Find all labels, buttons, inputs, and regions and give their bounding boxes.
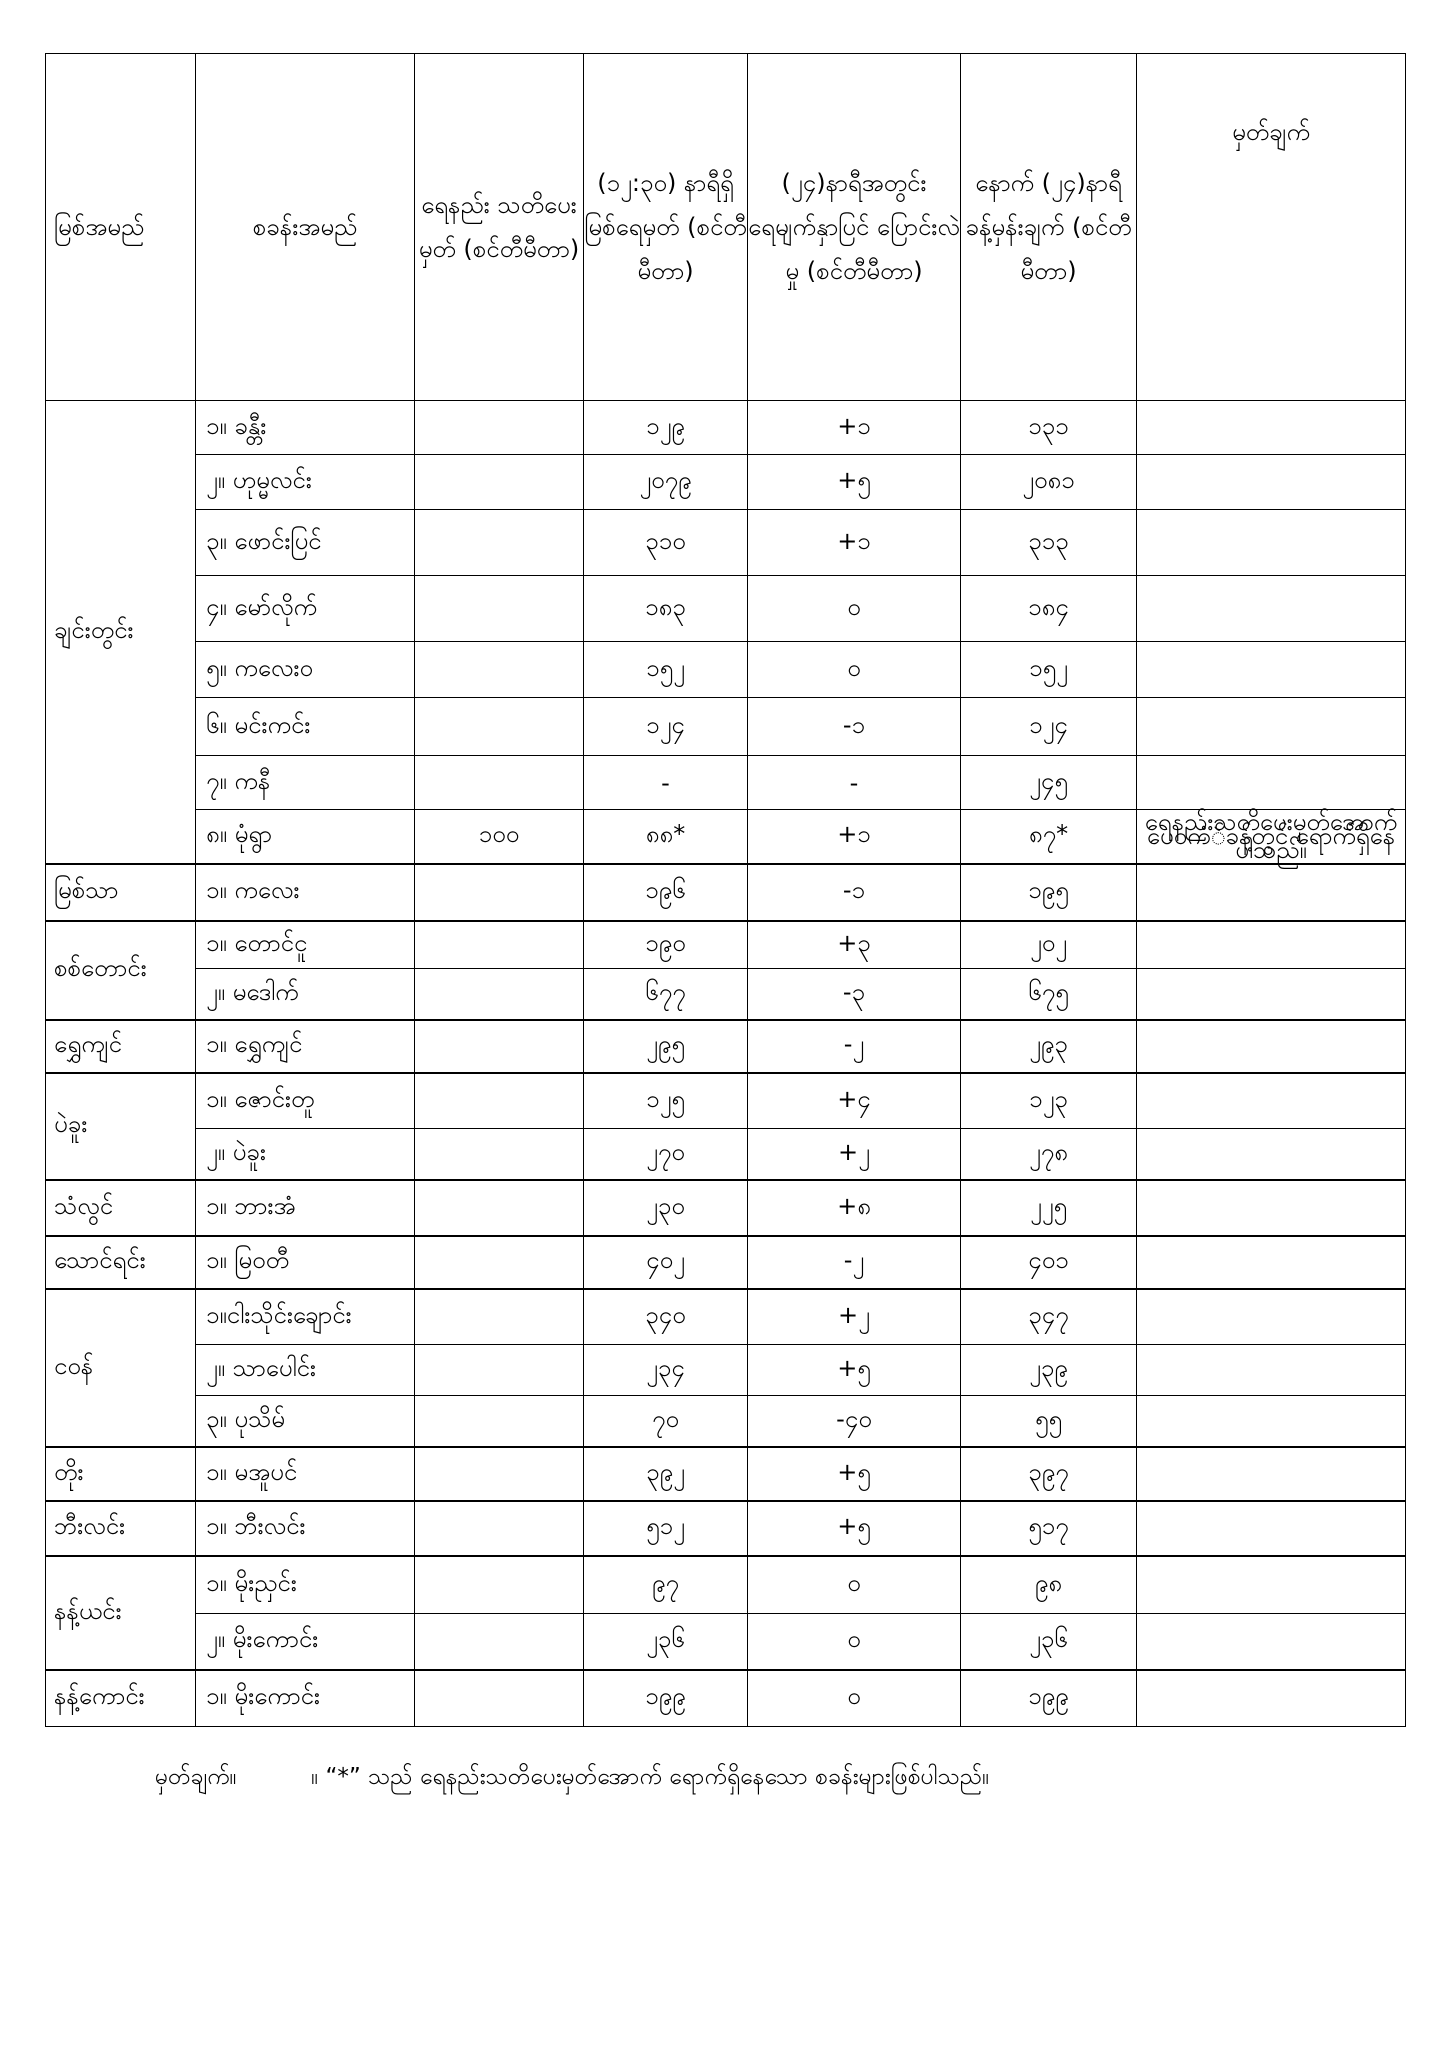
table-row xyxy=(46,1020,1406,1073)
change-cell: +၅ xyxy=(748,1345,961,1396)
river-name-cell: တိုး xyxy=(46,1447,196,1501)
remark-cell xyxy=(1137,1236,1406,1289)
table-row xyxy=(46,1396,1406,1447)
water-level-cell: ၂၃၀ xyxy=(584,1180,748,1236)
warning-level-cell xyxy=(415,455,584,510)
remark-cell xyxy=(1137,698,1406,756)
table-row xyxy=(46,1501,1406,1556)
change-cell: -၂ xyxy=(748,1020,961,1073)
water-level-cell: ၄၀၂ xyxy=(584,1236,748,1289)
warning-level-cell xyxy=(415,510,584,576)
water-level-cell: ၁၂၉ xyxy=(584,401,748,455)
remark-cell: ရေနည်းသတိပေးမှတ်အောက် ပေ၀ကံ်ခန့်တွင် ရောက်ရှိနေပါသည်။ xyxy=(1137,810,1406,864)
river-name-cell: သောင်ရင်း xyxy=(46,1236,196,1289)
table-body xyxy=(46,401,1406,1727)
water-level-cell: ၇၀ xyxy=(584,1396,748,1447)
warning-level-cell xyxy=(415,1670,584,1727)
forecast-cell: ၂၇၈ xyxy=(961,1129,1137,1180)
table-row xyxy=(46,1129,1406,1180)
water-level-cell: ၂၉၅ xyxy=(584,1020,748,1073)
forecast-cell: ၁၉၉ xyxy=(961,1670,1137,1727)
remark-cell xyxy=(1137,1614,1406,1670)
header-change: (၂၄)နာရီအတွင်း ရေမျက်နှာပြင် ပြောင်းလဲမှု (စင်တီမီတာ) xyxy=(748,54,961,401)
station-name-cell: ၁။ မြဝတီ xyxy=(196,1236,415,1289)
change-cell: ၀ xyxy=(748,1614,961,1670)
station-name-cell: ၇။ ကနီ xyxy=(196,756,415,810)
warning-level-cell xyxy=(415,1396,584,1447)
change-cell: +၁ xyxy=(748,401,961,455)
forecast-cell: ၃၁၃ xyxy=(961,510,1137,576)
water-level-cell: ၁၉၉ xyxy=(584,1670,748,1727)
water-level-cell: ၁၂၄ xyxy=(584,698,748,756)
table-row xyxy=(46,1447,1406,1501)
forecast-cell: ၅၅ xyxy=(961,1396,1137,1447)
station-name-cell: ၃။ ပုသိမ် xyxy=(196,1396,415,1447)
change-cell: +၅ xyxy=(748,455,961,510)
station-name-cell: ၆။ မင်းကင်း xyxy=(196,698,415,756)
water-level-cell: ၂၃၆ xyxy=(584,1614,748,1670)
remark-cell xyxy=(1137,510,1406,576)
station-name-cell: ၁။ငါးသိုင်းချောင်း xyxy=(196,1289,415,1345)
forecast-cell: ၁၃၁ xyxy=(961,401,1137,455)
table-row xyxy=(46,1289,1406,1345)
change-cell: +၁ xyxy=(748,810,961,864)
remark-cell xyxy=(1137,1129,1406,1180)
table-row xyxy=(46,864,1406,921)
station-name-cell: ၁။ တောင်ငူ xyxy=(196,921,415,969)
forecast-cell: ၂၉၃ xyxy=(961,1020,1137,1073)
forecast-cell: ၂၀၂ xyxy=(961,921,1137,969)
forecast-cell: ၃၉၇ xyxy=(961,1447,1137,1501)
change-cell: +၂ xyxy=(748,1129,961,1180)
forecast-cell: ၂၃၉ xyxy=(961,1345,1137,1396)
station-name-cell: ၁။ ဘားအံ xyxy=(196,1180,415,1236)
remark-cell xyxy=(1137,1447,1406,1501)
footnote-text: ။ “*” သည် ရေနည်းသတိပေးမှတ်အောက် ရောက်ရှိနေသော စခန်းများဖြစ်ပါသည်။ xyxy=(311,1764,990,1790)
header-remark: မှတ်ချက် xyxy=(1137,54,1406,401)
warning-level-cell: ၁၀၀ xyxy=(415,810,584,864)
water-level-cell: ၉၇ xyxy=(584,1556,748,1614)
change-cell: +၂ xyxy=(748,1289,961,1345)
water-level-cell: ၆၇၇ xyxy=(584,969,748,1020)
warning-level-cell xyxy=(415,1020,584,1073)
remark-cell xyxy=(1137,576,1406,642)
station-name-cell: ၁။ ရွှေကျင် xyxy=(196,1020,415,1073)
footnote-label: မှတ်ချက်။ xyxy=(155,1764,237,1790)
station-name-cell: ၁။ မအူပင် xyxy=(196,1447,415,1501)
water-level-cell: ၁၅၂ xyxy=(584,642,748,698)
change-cell: +၅ xyxy=(748,1447,961,1501)
water-level-cell: ၂၀၇၉ xyxy=(584,455,748,510)
warning-level-cell xyxy=(415,576,584,642)
river-name-cell: သံလွင် xyxy=(46,1180,196,1236)
change-cell: +၅ xyxy=(748,1501,961,1556)
station-name-cell: ၂။ မဒေါက် xyxy=(196,969,415,1020)
forecast-cell: ၁၅၂ xyxy=(961,642,1137,698)
header-station: စခန်းအမည် xyxy=(196,54,415,401)
warning-level-cell xyxy=(415,756,584,810)
station-name-cell: ၂။ ပဲခူး xyxy=(196,1129,415,1180)
remark-cell xyxy=(1137,1289,1406,1345)
water-level-cell: ၅၁၂ xyxy=(584,1501,748,1556)
river-name-cell: နန့်ယင်း xyxy=(46,1556,196,1670)
remark-cell xyxy=(1137,1670,1406,1727)
station-name-cell: ၅။ ကလေးဝ xyxy=(196,642,415,698)
warning-level-cell xyxy=(415,864,584,921)
river-name-cell: ငဝန် xyxy=(46,1289,196,1447)
water-level-cell: ၁၉၆ xyxy=(584,864,748,921)
remark-cell xyxy=(1137,1556,1406,1614)
table-row xyxy=(46,1345,1406,1396)
header-row xyxy=(46,54,1406,401)
water-level-cell: ၁၈၃ xyxy=(584,576,748,642)
remark-cell xyxy=(1137,921,1406,969)
table-row xyxy=(46,1180,1406,1236)
river-level-table xyxy=(45,53,1406,1727)
remark-cell xyxy=(1137,401,1406,455)
station-name-cell: ၄။ မော်လိုက် xyxy=(196,576,415,642)
water-level-cell: ၁၉၀ xyxy=(584,921,748,969)
warning-level-cell xyxy=(415,698,584,756)
river-name-cell: မြစ်သာ xyxy=(46,864,196,921)
remark-cell xyxy=(1137,1501,1406,1556)
table-row xyxy=(46,1614,1406,1670)
table-row xyxy=(46,921,1406,969)
water-level-cell: ၂၇၀ xyxy=(584,1129,748,1180)
water-level-cell: ၈၈* xyxy=(584,810,748,864)
remark-cell xyxy=(1137,864,1406,921)
table-row xyxy=(46,642,1406,698)
header-warning-level: ရေနည်း သတိပေးမှတ် (စင်တီမီတာ) xyxy=(415,54,584,401)
change-cell: -၃ xyxy=(748,969,961,1020)
remark-cell xyxy=(1137,1180,1406,1236)
table-row xyxy=(46,810,1406,864)
remark-cell xyxy=(1137,969,1406,1020)
remark-cell xyxy=(1137,455,1406,510)
forecast-cell: ၉၈ xyxy=(961,1556,1137,1614)
forecast-cell: ၁၂၄ xyxy=(961,698,1137,756)
warning-level-cell xyxy=(415,1556,584,1614)
remark-cell xyxy=(1137,1020,1406,1073)
warning-level-cell xyxy=(415,921,584,969)
table-row xyxy=(46,698,1406,756)
remark-cell xyxy=(1137,1073,1406,1129)
warning-level-cell xyxy=(415,1614,584,1670)
forecast-cell: ၄၀၁ xyxy=(961,1236,1137,1289)
river-name-cell: စစ်တောင်း xyxy=(46,921,196,1020)
change-cell: +၁ xyxy=(748,510,961,576)
warning-level-cell xyxy=(415,1129,584,1180)
forecast-cell: ၂၃၆ xyxy=(961,1614,1137,1670)
warning-level-cell xyxy=(415,1073,584,1129)
header-forecast: နောက် (၂၄)နာရီ ခန့်မှန်းချက် (စင်တီမီတာ) xyxy=(961,54,1137,401)
table-row xyxy=(46,401,1406,455)
remark-cell xyxy=(1137,642,1406,698)
forecast-cell: ၂၀၈၁ xyxy=(961,455,1137,510)
change-cell: ၀ xyxy=(748,1556,961,1614)
warning-level-cell xyxy=(415,1501,584,1556)
change-cell: +၄ xyxy=(748,1073,961,1129)
change-cell: ၀ xyxy=(748,576,961,642)
forecast-cell: ၂၄၅ xyxy=(961,756,1137,810)
station-name-cell: ၁။ ဇောင်းတူ xyxy=(196,1073,415,1129)
river-name-cell: ချင်းတွင်း xyxy=(46,401,196,864)
station-name-cell: ၃။ ဖောင်းပြင် xyxy=(196,510,415,576)
station-name-cell: ၁။ မိုးညှင်း xyxy=(196,1556,415,1614)
station-name-cell: ၂။ ဟုမ္မလင်း xyxy=(196,455,415,510)
station-name-cell: ၂။ မိုးကောင်း xyxy=(196,1614,415,1670)
water-level-cell: ၃၄၀ xyxy=(584,1289,748,1345)
table-row xyxy=(46,576,1406,642)
change-cell: ၀ xyxy=(748,642,961,698)
water-level-cell: ၂၃၄ xyxy=(584,1345,748,1396)
change-cell: -၂ xyxy=(748,1236,961,1289)
table-row xyxy=(46,455,1406,510)
warning-level-cell xyxy=(415,1289,584,1345)
remark-cell xyxy=(1137,1345,1406,1396)
table-row xyxy=(46,1556,1406,1614)
station-name-cell: ၁။ ကလေး xyxy=(196,864,415,921)
table-row xyxy=(46,1236,1406,1289)
forecast-cell: ၆၇၅ xyxy=(961,969,1137,1020)
change-cell: - xyxy=(748,756,961,810)
table-row xyxy=(46,756,1406,810)
water-level-cell: ၃၁၀ xyxy=(584,510,748,576)
station-name-cell: ၁။ ဘီးလင်း xyxy=(196,1501,415,1556)
water-level-cell: - xyxy=(584,756,748,810)
forecast-cell: ၈၇* xyxy=(961,810,1137,864)
footnote xyxy=(155,1762,989,1796)
forecast-cell: ၁၈၄ xyxy=(961,576,1137,642)
station-name-cell: ၁။ ခန္တီး xyxy=(196,401,415,455)
warning-level-cell xyxy=(415,1447,584,1501)
table-row xyxy=(46,969,1406,1020)
forecast-cell: ၅၁၇ xyxy=(961,1501,1137,1556)
water-level-cell: ၁၂၅ xyxy=(584,1073,748,1129)
forecast-cell: ၃၄၇ xyxy=(961,1289,1137,1345)
station-name-cell: ၈။ မုံရွာ xyxy=(196,810,415,864)
river-name-cell: ပဲခူး xyxy=(46,1073,196,1180)
forecast-cell: ၁၉၅ xyxy=(961,864,1137,921)
river-name-cell: ဘီးလင်း xyxy=(46,1501,196,1556)
table-row xyxy=(46,1670,1406,1727)
river-name-cell: ရွှေကျင် xyxy=(46,1020,196,1073)
warning-level-cell xyxy=(415,1236,584,1289)
change-cell: ၀ xyxy=(748,1670,961,1727)
warning-level-cell xyxy=(415,1345,584,1396)
forecast-cell: ၁၂၃ xyxy=(961,1073,1137,1129)
change-cell: +၈ xyxy=(748,1180,961,1236)
header-river: မြစ်အမည် xyxy=(46,54,196,401)
water-level-cell: ၃၉၂ xyxy=(584,1447,748,1501)
change-cell: -၁ xyxy=(748,698,961,756)
station-name-cell: ၁။ မိုးကောင်း xyxy=(196,1670,415,1727)
change-cell: -၁ xyxy=(748,864,961,921)
warning-level-cell xyxy=(415,401,584,455)
station-name-cell: ၂။ သာပေါင်း xyxy=(196,1345,415,1396)
table-row xyxy=(46,510,1406,576)
warning-level-cell xyxy=(415,642,584,698)
river-name-cell: နန့်ကောင်း xyxy=(46,1670,196,1727)
remark-cell xyxy=(1137,756,1406,810)
change-cell: -၄၀ xyxy=(748,1396,961,1447)
warning-level-cell xyxy=(415,1180,584,1236)
header-water-level: (၁၂:၃၀) နာရီရှိ မြစ်ရေမှတ် (စင်တီမီတာ) xyxy=(584,54,748,401)
remark-cell xyxy=(1137,1396,1406,1447)
change-cell: +၃ xyxy=(748,921,961,969)
warning-level-cell xyxy=(415,969,584,1020)
forecast-cell: ၂၂၅ xyxy=(961,1180,1137,1236)
table-row xyxy=(46,1073,1406,1129)
